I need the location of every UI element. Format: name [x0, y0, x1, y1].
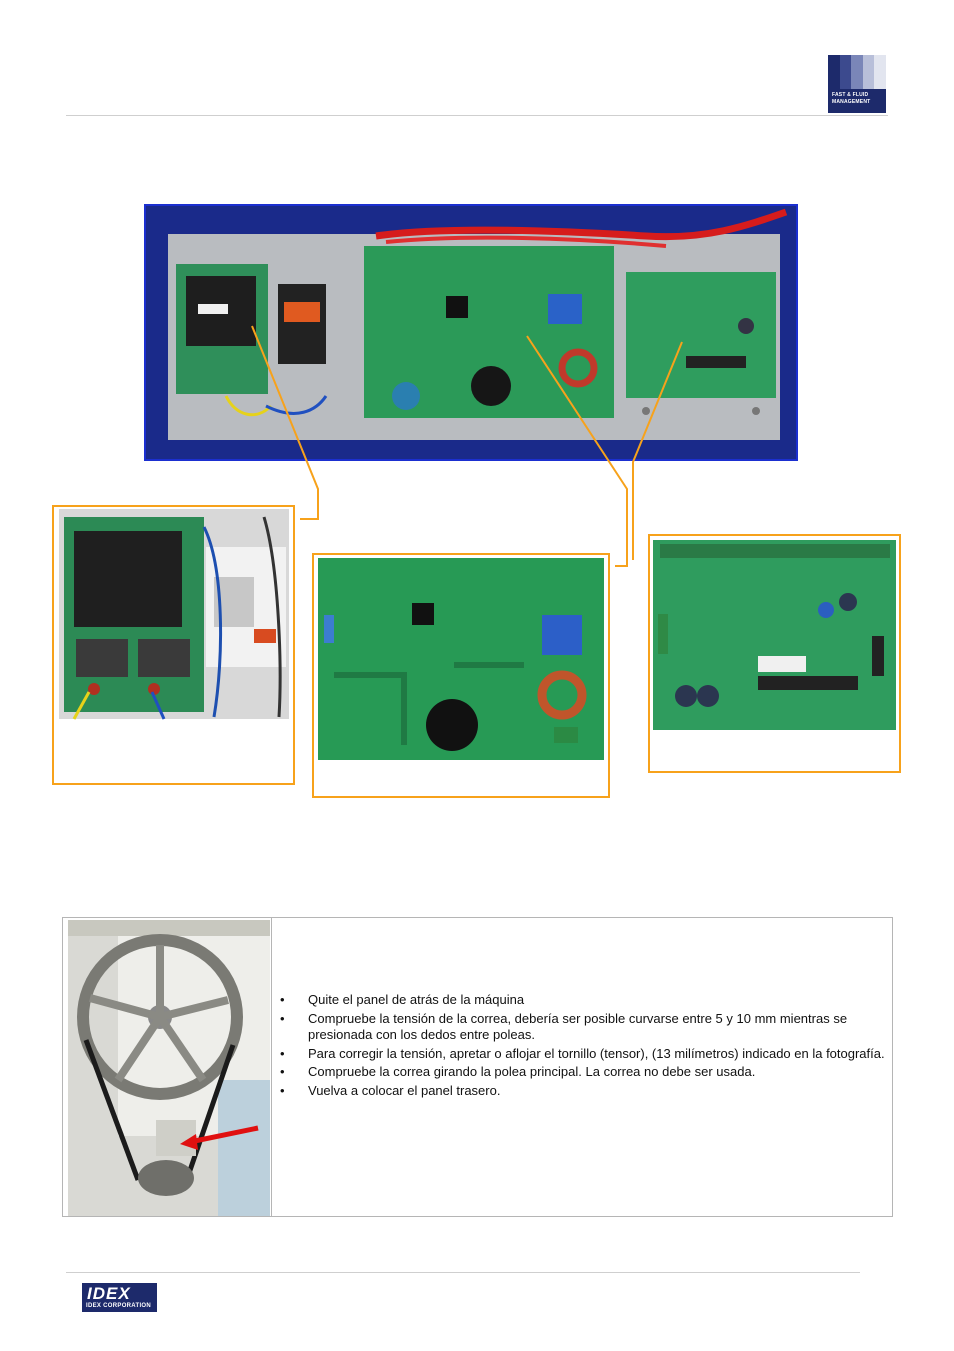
list-item: • Compruebe la correa girando la polea principal. La correa no debe ser usada. — [280, 1064, 756, 1079]
list-item: • Compruebe la tensión de la correa, debería ser posible curvarse entre 5 y 10 mm mientras se presionada con los dedos entre poleas. — [280, 1010, 848, 1042]
idex-logo — [82, 1283, 157, 1312]
list-item: • Quite el panel de atrás de la máquina — [280, 992, 525, 1007]
list-item: • Para corregir la tensión, apretar o aflojar el tornillo (tensor), (13 milímetros) indicado en la fotografía. — [280, 1045, 885, 1061]
table-column-divider — [271, 918, 272, 1216]
instruction-text: Para corregir la tensión, apretar o aflojar el tornillo (tensor), (13 milímetros) indicado en la fotografía. — [308, 1045, 885, 1061]
callout-motor-driver — [312, 553, 610, 798]
callout-transformer-relay — [52, 505, 295, 785]
logo-line-1: FAST & FLUID — [832, 92, 869, 98]
belt-instruction-list — [280, 992, 890, 1101]
instruction-text: Quite el panel de atrás de la máquina — [308, 992, 525, 1007]
callout-control-cpu — [648, 534, 901, 773]
instruction-text: Compruebe la correa girando la polea principal. La correa no debe ser usada. — [308, 1064, 756, 1079]
footer-divider — [66, 1272, 860, 1273]
instruction-text: Vuelva a colocar el panel trasero. — [308, 1082, 501, 1098]
transformer-relay-board-photo — [54, 507, 293, 783]
electronics-panel-photo — [144, 204, 798, 461]
fast-fluid-management-logo — [828, 55, 886, 113]
motor-driver-board-photo — [314, 555, 608, 796]
control-cpu-board-photo — [650, 536, 899, 771]
idex-logo-subtitle: IDEX CORPORATION — [86, 1303, 152, 1309]
logo-line-2: MANAGEMENT — [832, 99, 871, 105]
idex-logo-word: IDEX — [87, 1284, 131, 1303]
belt-pulley-photo — [68, 920, 270, 1216]
list-item: • Vuelva a colocar el panel trasero. — [280, 1082, 501, 1098]
header-divider — [66, 115, 888, 116]
instruction-text: Compruebe la tensión de la correa, debería ser posible curvarse entre 5 y 10 mm mientras se presionada con los dedos entre poleas. — [308, 1010, 848, 1042]
